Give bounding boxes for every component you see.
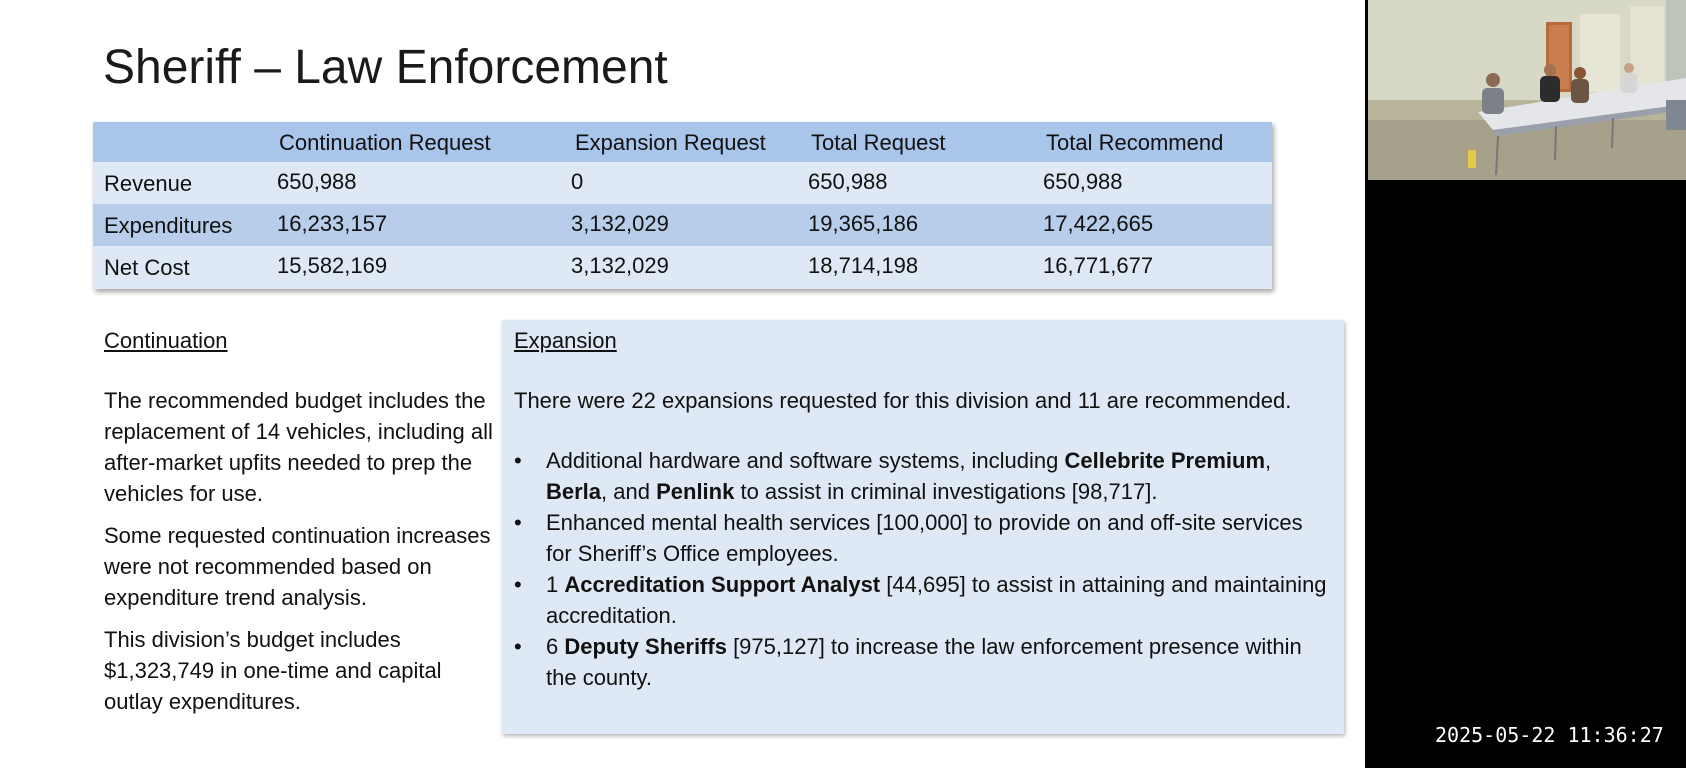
header-total-recommend: Total Recommend <box>1046 130 1224 155</box>
list-item: • Additional hardware and software systems, including Cellebrite Premium, Berla, and Penlink to assist in criminal investigations [98,717]. <box>514 445 1334 507</box>
continuation-heading: Continuation <box>104 328 228 353</box>
continuation-paragraph: The recommended budget includes the replacement of 14 vehicles, including all after-market upfits needed to prep the vehicles for use. <box>104 388 493 506</box>
table-cell: 0 <box>571 169 584 194</box>
row-label: Revenue <box>104 171 193 196</box>
continuation-paragraph: Some requested continuation increases were not recommended based on expenditure trend analysis. <box>104 523 491 610</box>
table-cell: 3,132,029 <box>571 211 669 236</box>
continuation-paragraph: This division’s budget includes $1,323,749 in one-time and capital outlay expenditures. <box>104 627 442 714</box>
table-cell: 19,365,186 <box>808 211 919 236</box>
expansion-section <box>502 320 1344 734</box>
table-cell: 650,988 <box>808 169 888 194</box>
table-cell: 16,771,677 <box>1043 253 1154 278</box>
bullet-icon: • <box>514 510 522 535</box>
expansion-intro: There were 22 expansions requested for this division and 11 are recommended. <box>514 388 1292 413</box>
list-item: • 1 Accreditation Support Analyst [44,695] to assist in attaining and maintaining accreditation. <box>514 569 1334 631</box>
table-cell: 18,714,198 <box>808 253 919 278</box>
row-label: Net Cost <box>104 255 190 280</box>
camera-feed <box>1368 0 1686 180</box>
bullet-icon: • <box>514 572 522 597</box>
table-row-expenditures <box>93 204 1272 246</box>
list-item: • Enhanced mental health services [100,000] to provide on and off-site services for Sheriff’s Office employees. <box>514 507 1334 569</box>
header-total-request: Total Request <box>811 130 946 155</box>
table-cell: 17,422,665 <box>1043 211 1154 236</box>
table-cell: 650,988 <box>277 169 357 194</box>
header-expansion-request: Expansion Request <box>575 130 766 155</box>
table-row-net-cost <box>93 246 1272 289</box>
table-cell: 650,988 <box>1043 169 1123 194</box>
video-panel <box>1365 0 1686 768</box>
expansion-heading: Expansion <box>514 328 617 353</box>
list-item: • 6 Deputy Sheriffs [975,127] to increase the law enforcement presence within the county. <box>514 631 1334 693</box>
video-timestamp: 2025-05-22 11:36:27 <box>1435 723 1664 747</box>
table-cell: 3,132,029 <box>571 253 669 278</box>
table-row-revenue <box>93 162 1272 204</box>
continuation-section <box>104 326 494 717</box>
bullet-icon: • <box>514 448 522 473</box>
budget-table <box>93 122 1272 289</box>
row-label: Expenditures <box>104 213 233 238</box>
table-header-row <box>93 122 1272 162</box>
table-cell: 16,233,157 <box>277 211 388 236</box>
slide-title: Sheriff – Law Enforcement <box>103 41 668 94</box>
expansion-bullet-list <box>514 445 1334 693</box>
header-continuation-request: Continuation Request <box>279 130 491 155</box>
table-cell: 15,582,169 <box>277 253 388 278</box>
meeting-room-image <box>1368 0 1686 180</box>
bullet-icon: • <box>514 634 522 659</box>
